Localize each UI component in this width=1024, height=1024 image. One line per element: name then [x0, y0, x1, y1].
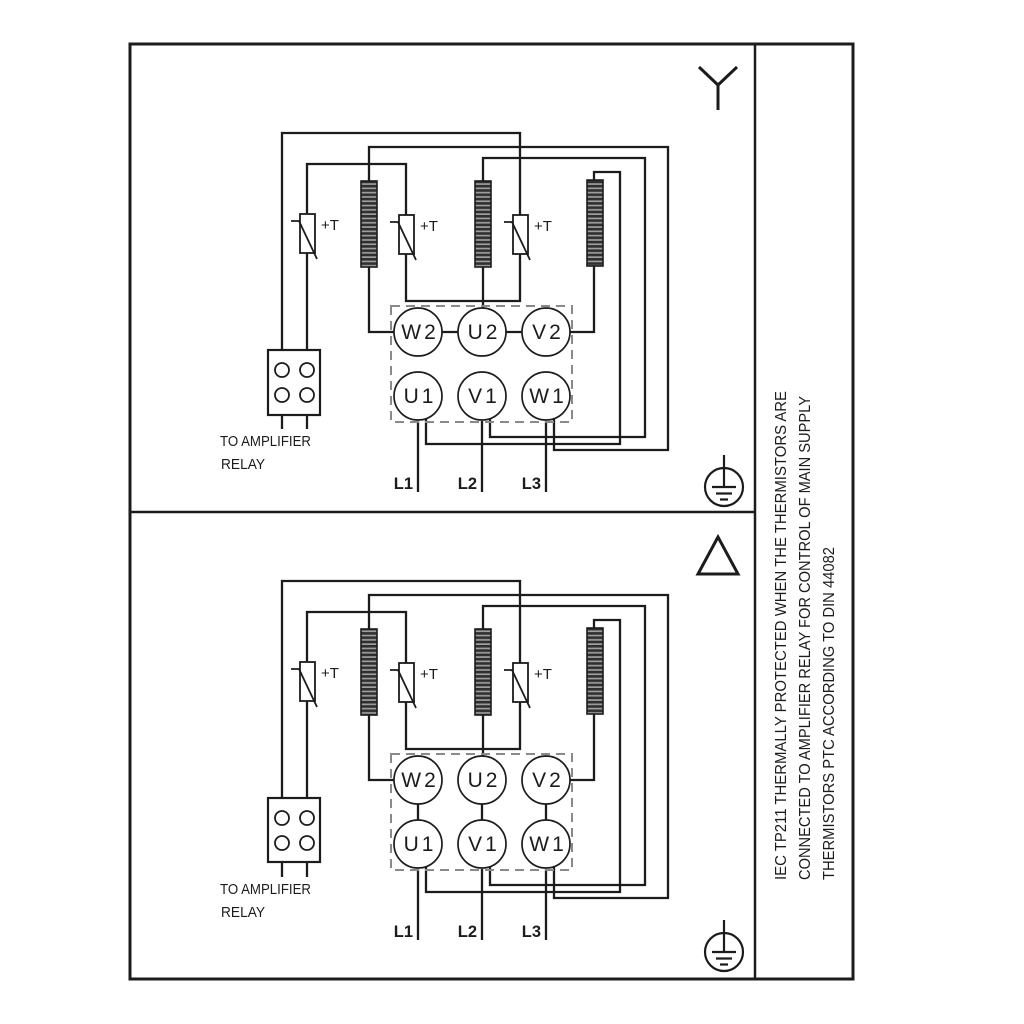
terminal-label-w2: W2 [401, 321, 439, 344]
relay-note-line1: TO AMPLIFIER [220, 882, 311, 898]
thermistor-body [300, 662, 315, 701]
thermistor-label: +T [420, 218, 438, 235]
relay-pin [300, 388, 314, 402]
supply-label-l2: L2 [457, 475, 477, 493]
thermistor [504, 215, 552, 260]
supply-label-l3: L3 [521, 923, 541, 941]
supply-label-l2: L2 [457, 923, 477, 941]
delta-bridge-links [418, 804, 546, 820]
supply-label-l1: L1 [393, 475, 413, 493]
terminal-label-w2: W2 [401, 769, 439, 792]
protective-earth-icon [705, 920, 743, 971]
protective-earth-icon [705, 455, 743, 506]
relay-connector-box [268, 350, 320, 415]
thermistor [504, 663, 552, 708]
terminal-label-u2: U2 [467, 769, 501, 792]
terminal-label-v2: V2 [532, 769, 564, 792]
terminal-label-u1: U1 [403, 385, 437, 408]
relay-note-line2: RELAY [221, 457, 266, 473]
amplifier-relay-connector [220, 798, 320, 921]
thermistor-body [300, 214, 315, 253]
supply-label-l1: L1 [393, 923, 413, 941]
terminal-label-v1: V1 [468, 385, 500, 408]
thermistor-body [513, 663, 528, 702]
wire [307, 612, 406, 663]
terminal-label-v2: V2 [532, 321, 564, 344]
relay-pin [275, 836, 289, 850]
star-connection-icon [699, 67, 737, 110]
wire [307, 164, 406, 215]
side-note [773, 367, 838, 880]
motor-winding [361, 629, 377, 715]
side-note-line2: CONNECTED TO AMPLIFIER RELAY FOR CONTROL OF MAIN SUPPLY [797, 367, 814, 880]
terminal-label-v1: V1 [468, 833, 500, 856]
wire [406, 701, 520, 749]
terminal-board [391, 306, 572, 422]
terminal-label-u2: U2 [467, 321, 501, 344]
thermistor-label: +T [321, 665, 339, 682]
thermistor-body [513, 215, 528, 254]
wire [406, 253, 520, 301]
relay-pin [300, 811, 314, 825]
thermistor [291, 214, 339, 259]
terminal-label-w1: W1 [529, 833, 567, 856]
motor-winding [587, 628, 603, 714]
panel-star [220, 67, 743, 506]
relay-note-line2: RELAY [221, 905, 266, 921]
delta-connection-icon [698, 537, 738, 574]
supply-label-l3: L3 [521, 475, 541, 493]
side-note-line3: THERMISTORS PTC ACCORDING TO DIN 44082 [821, 530, 838, 880]
terminal-label-u1: U1 [403, 833, 437, 856]
side-note-line1: IEC TP211 THERMALLY PROTECTED WHEN THE THERMISTORS ARE [773, 371, 790, 880]
amplifier-relay-connector [220, 350, 320, 473]
relay-pin [300, 836, 314, 850]
thermistor [390, 663, 438, 708]
thermistor-label: +T [534, 666, 552, 683]
thermistor [390, 215, 438, 260]
thermistor-body [399, 215, 414, 254]
thermistor-label: +T [534, 218, 552, 235]
relay-pin [275, 388, 289, 402]
thermistor [291, 662, 339, 707]
earth-bars [712, 952, 736, 965]
motor-winding [361, 181, 377, 267]
relay-connector-box [268, 798, 320, 862]
motor-winding [587, 180, 603, 266]
motor-winding [475, 181, 491, 267]
thermistor-body [399, 663, 414, 702]
panel-delta [220, 537, 743, 971]
motor-winding [475, 629, 491, 715]
relay-pin [300, 363, 314, 377]
relay-pin [275, 811, 289, 825]
thermistor-label: +T [321, 217, 339, 234]
earth-bars [712, 487, 736, 500]
terminal-label-w1: W1 [529, 385, 567, 408]
relay-note-line1: TO AMPLIFIER [220, 434, 311, 450]
relay-pin [275, 363, 289, 377]
thermistor-label: +T [420, 666, 438, 683]
